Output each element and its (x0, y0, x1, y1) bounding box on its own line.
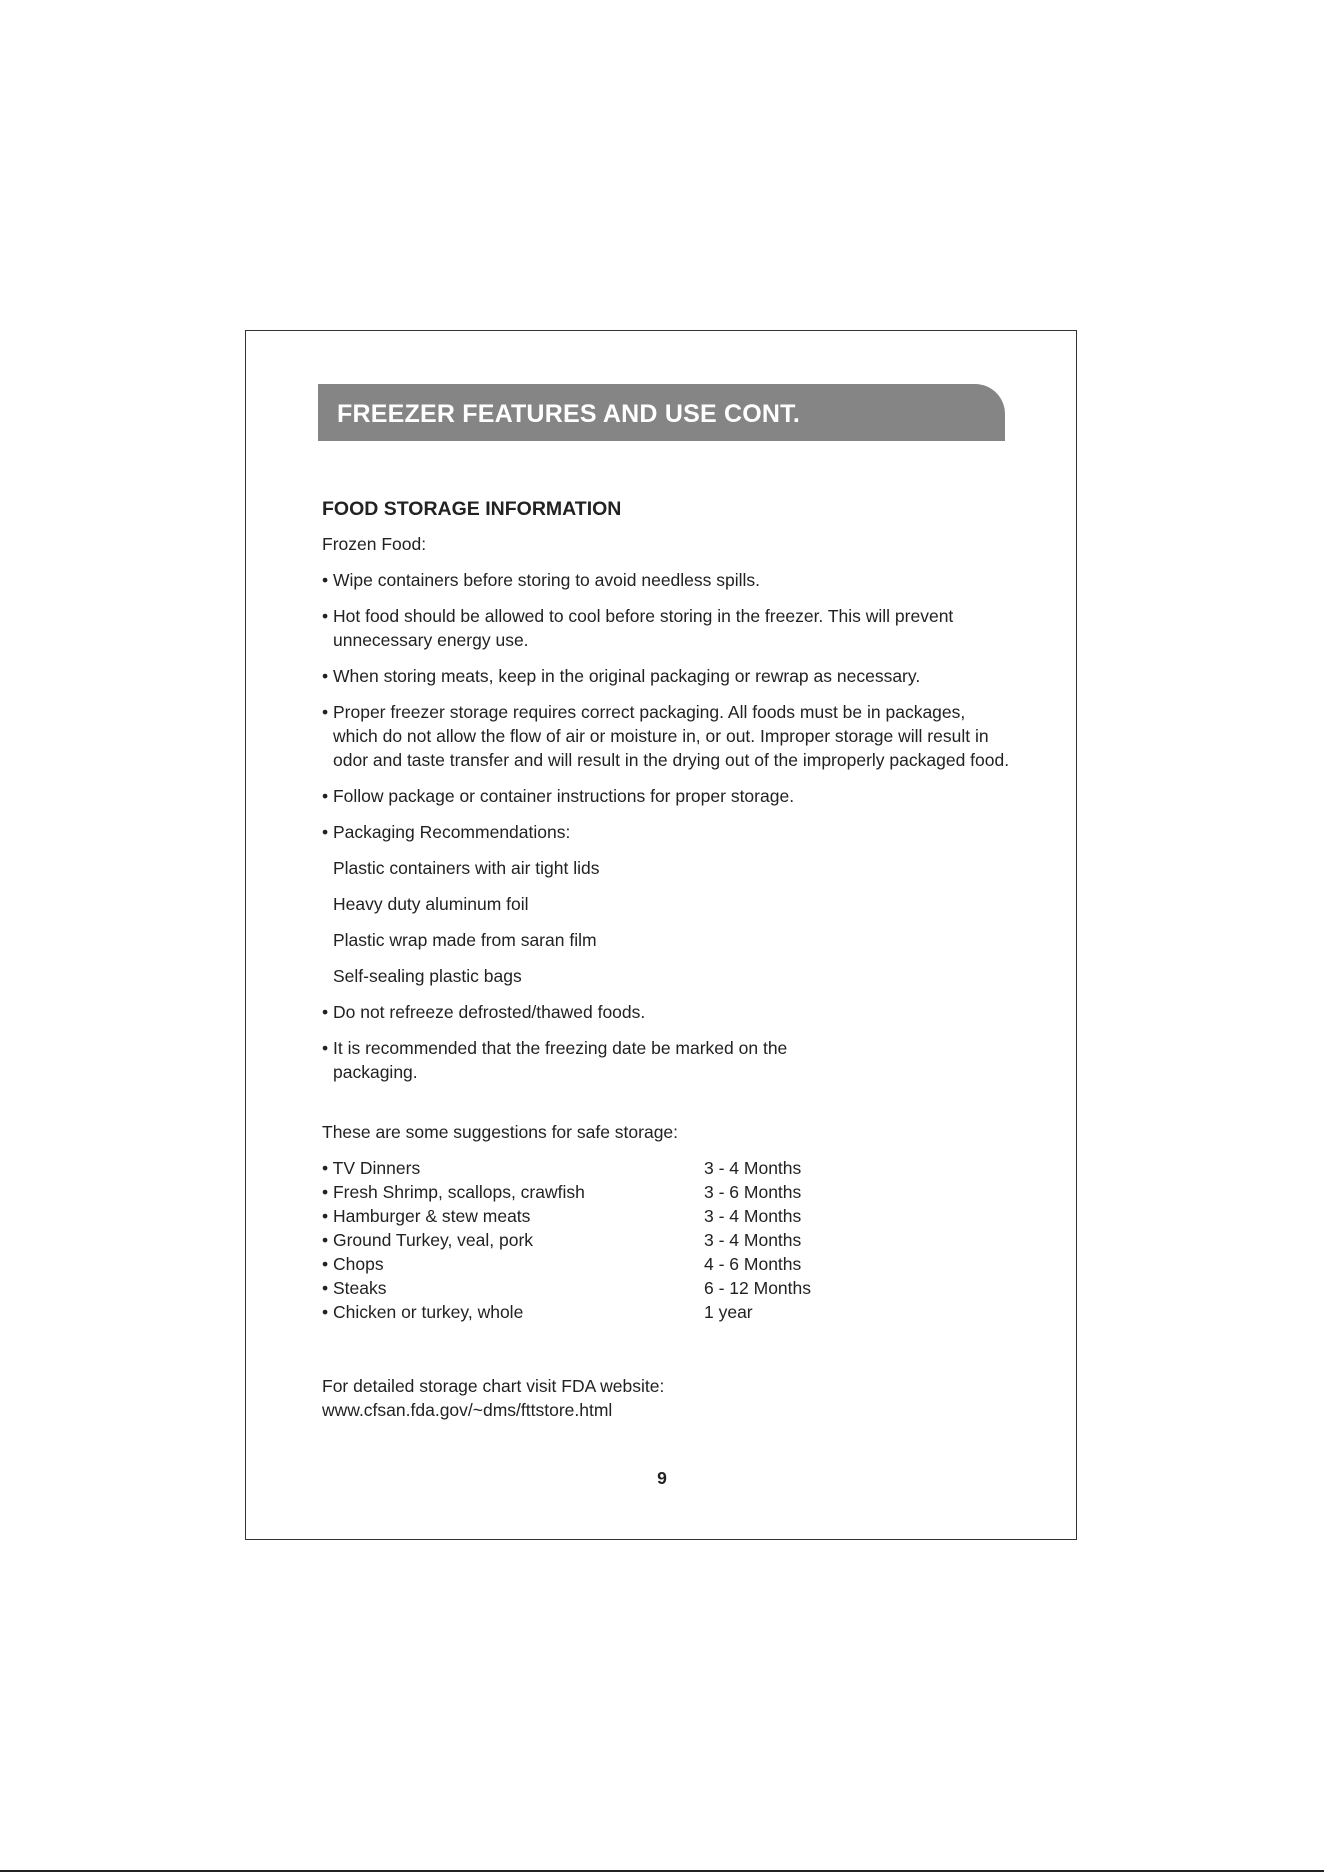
storage-item: • Fresh Shrimp, scallops, crawfish (322, 1182, 585, 1202)
table-row (322, 1252, 842, 1276)
table-row (322, 1300, 842, 1324)
fda-note (322, 1374, 1012, 1422)
bullet-item: • Do not refreeze defrosted/thawed foods. (322, 1002, 646, 1022)
storage-duration: 4 - 6 Months (704, 1254, 802, 1274)
storage-item: • Ground Turkey, veal, pork (322, 1230, 534, 1250)
packaging-item: Heavy duty aluminum foil (333, 894, 529, 914)
bullet-item: • Packaging Recommendations: (322, 822, 571, 842)
storage-item: • Chops (322, 1254, 384, 1274)
storage-table (322, 1156, 842, 1324)
packaging-item: Plastic wrap made from saran film (333, 930, 597, 950)
packaging-item: Self-sealing plastic bags (333, 966, 522, 986)
frozen-food-label: Frozen Food: (322, 534, 427, 554)
storage-duration: 1 year (704, 1302, 753, 1322)
storage-duration: 6 - 12 Months (704, 1278, 811, 1298)
table-row (322, 1204, 842, 1228)
storage-item: • Chicken or turkey, whole (322, 1302, 524, 1322)
storage-duration: 3 - 4 Months (704, 1230, 802, 1250)
table-row (322, 1180, 842, 1204)
bullet-item: • When storing meats, keep in the original packaging or rewrap as necessary. (322, 666, 921, 686)
packaging-item: Plastic containers with air tight lids (333, 858, 600, 878)
food-storage-heading: FOOD STORAGE INFORMATION (322, 498, 622, 520)
page-content (322, 497, 1012, 1422)
section-header-band (318, 384, 1005, 441)
bullet-item: • Hot food should be allowed to cool before storing in the freezer. This will prevent unnecessary energy use. (322, 606, 954, 650)
fda-note-text: For detailed storage chart visit FDA website: (322, 1376, 665, 1396)
bullet-item: • Follow package or container instructions for proper storage. (322, 786, 795, 806)
bullet-item: • Proper freezer storage requires correct packaging. All foods must be in packages, which do not allow the flow of air or moisture in, or out. Improper storage will result in odor and taste transfer and will result in the drying out of the improperly packaged food. (322, 702, 1010, 770)
table-row (322, 1276, 842, 1300)
table-row (322, 1156, 842, 1180)
table-row (322, 1228, 842, 1252)
storage-item: • Hamburger & stew meats (322, 1206, 531, 1226)
storage-duration: 3 - 6 Months (704, 1182, 802, 1202)
suggestions-intro: These are some suggestions for safe storage: (322, 1122, 679, 1142)
section-header-title: FREEZER FEATURES AND USE CONT. (337, 400, 800, 428)
fda-website-link[interactable]: www.cfsan.fda.gov/~dms/fttstore.html (322, 1400, 613, 1420)
storage-duration: 3 - 4 Months (704, 1206, 802, 1226)
bullet-item: • Wipe containers before storing to avoid needless spills. (322, 570, 761, 590)
storage-item: • Steaks (322, 1278, 387, 1298)
bullet-item: • It is recommended that the freezing date be marked on the packaging. (322, 1038, 788, 1082)
storage-item: • TV Dinners (322, 1158, 421, 1178)
storage-duration: 3 - 4 Months (704, 1158, 802, 1178)
page-number: 9 (657, 1468, 667, 1488)
spacer (322, 1096, 1012, 1120)
